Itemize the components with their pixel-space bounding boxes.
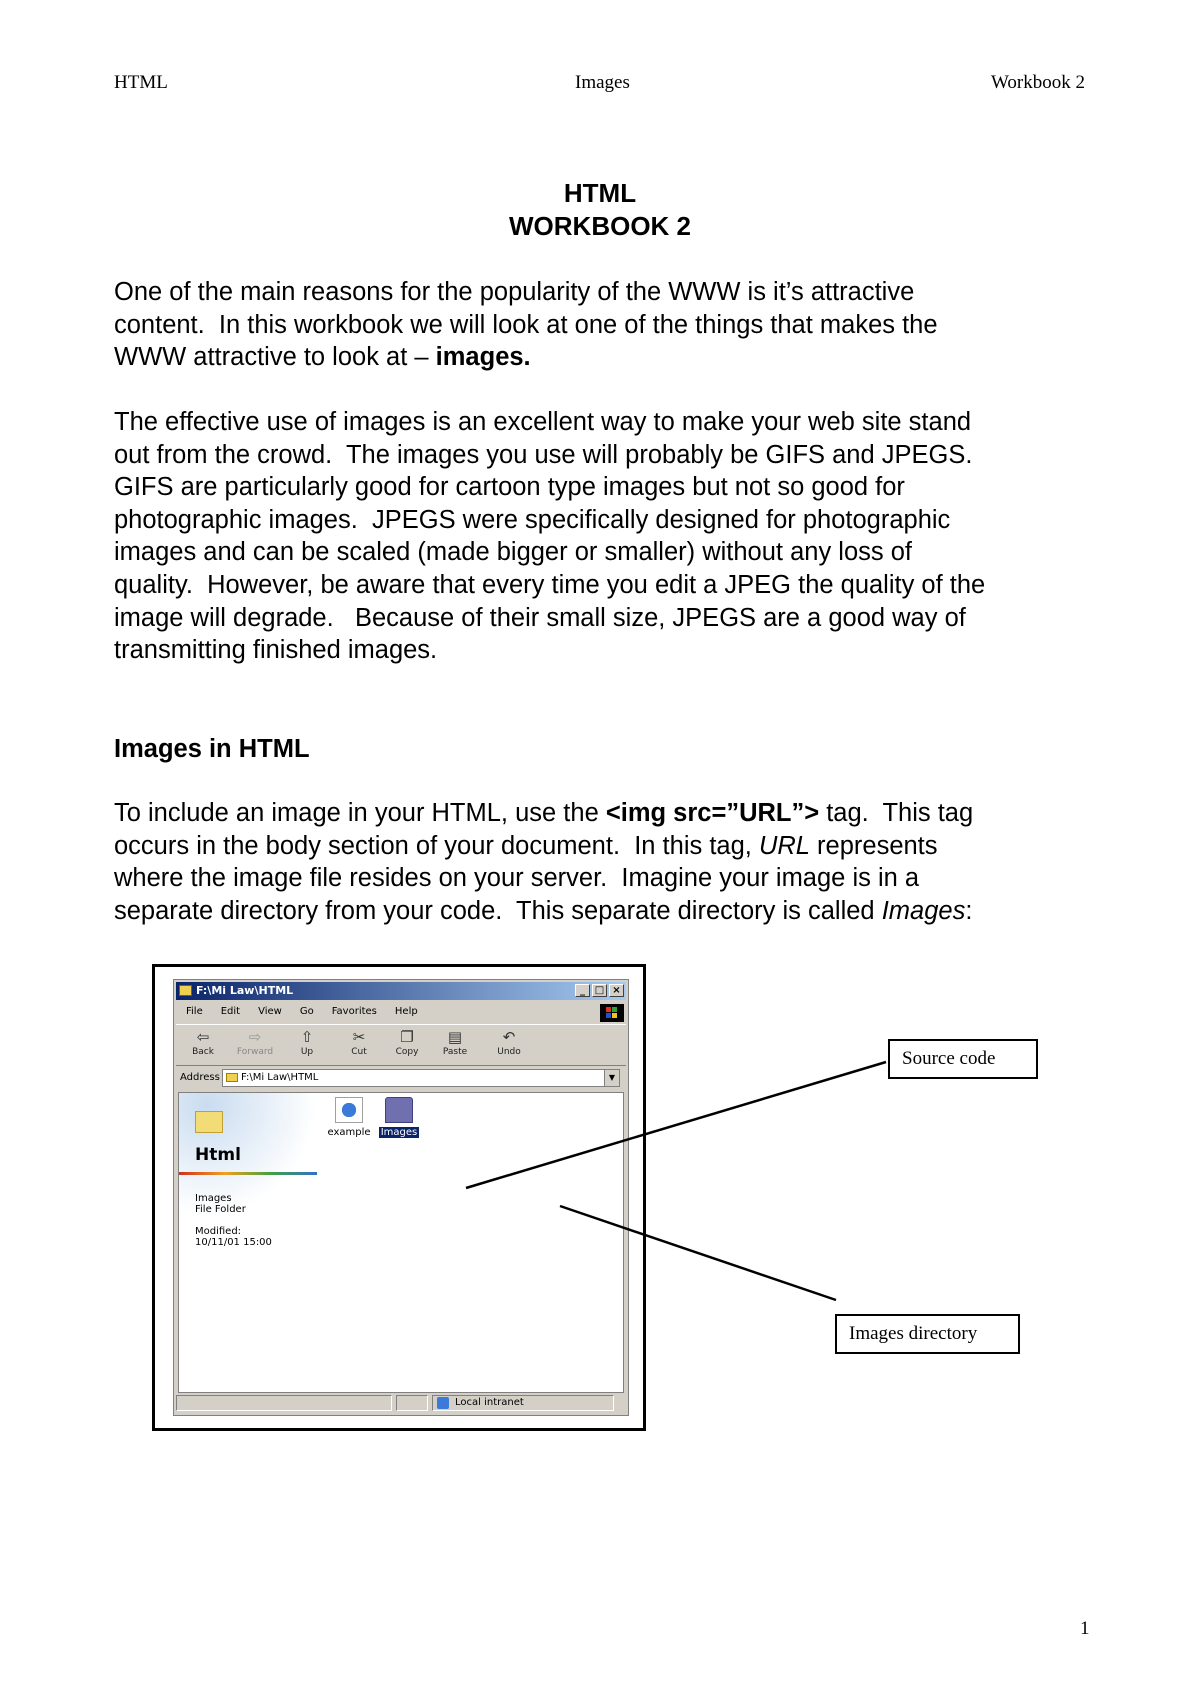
text-line: : [965,896,973,925]
info-modified-value: 10/11/01 15:00 [195,1237,272,1248]
menu-favorites[interactable]: Favorites [331,1006,377,1017]
forward-arrow-icon: ⇨ [248,1028,262,1046]
copy-icon: ❐ [400,1028,414,1046]
copy-label: Copy [395,1047,419,1057]
intro-line: One of the main reasons for the popularity of the WWW is it’s attractive [114,278,915,306]
text-line: The effective use of images is an excellent way to make your web site stand [114,408,972,436]
text-line: images and can be scaled (made bigger or smaller) without any loss of [114,538,912,567]
menu-help[interactable]: Help [394,1006,418,1017]
intro-emphasis: images. [435,343,531,372]
intro-line: content. In this workbook we will look at one of the things that makes the [114,310,938,339]
text-line: represents [809,831,938,860]
address-value: F:\Mi Law\HTML [241,1072,319,1083]
close-button[interactable]: × [609,984,624,997]
menu-view[interactable]: View [258,1006,282,1017]
paste-icon: ▤ [447,1028,463,1046]
section-heading: Images in HTML [114,735,310,763]
scissors-icon: ✂ [352,1028,366,1046]
up-folder-icon: ⇧ [300,1028,314,1046]
text-line: To include an image in your HTML, use the [114,799,606,827]
img-tag-code: <img src=”URL”> [605,799,820,827]
page-subtitle: WORKBOOK 2 [509,211,691,241]
text-line: photographic images. JPEGS were specifically designed for photographic [114,505,951,534]
forward-label: Forward [236,1047,274,1057]
text-line: tag. This tag [819,799,974,827]
back-arrow-icon: ⇦ [196,1028,210,1046]
source-code-pointer [466,1062,886,1188]
page-title: HTML [563,178,637,208]
text-line: where the image file resides on your server. Imagine your image is in a [114,864,920,893]
file-example-label: example [327,1127,371,1138]
text-line: out from the crowd. The images you use will probably be GIFS and JPEGS. [114,440,973,469]
info-modified-label: Modified: [195,1226,242,1237]
minimize-button[interactable]: _ [575,984,590,997]
menu-go[interactable]: Go [299,1006,314,1017]
header-center: Images [575,72,630,93]
url-term: URL [758,831,810,860]
undo-label: Undo [497,1047,521,1057]
text-line: separate directory from your code. This separate directory is called [114,896,882,925]
header-left: HTML [114,72,168,93]
paste-label: Paste [442,1047,468,1057]
source-code-callout: Source code [888,1039,1038,1079]
info-name: Images [195,1193,232,1204]
text-line: image will degrade. Because of their small size, JPEGS are a good way of [114,603,966,632]
images-directory-pointer [560,1206,836,1300]
text-line: quality. However, be aware that every time you edit a JPEG the quality of the [114,570,986,599]
images-directory-callout: Images directory [835,1314,1020,1354]
folder-images-label: Images [380,1127,418,1138]
maximize-button[interactable]: □ [592,984,607,997]
back-label: Back [192,1047,214,1057]
text-line: GIFS are particularly good for cartoon type images but not so good for [114,473,905,502]
page-number: 1 [1080,1618,1090,1639]
cut-label: Cut [351,1047,367,1057]
images-term: Images [881,896,966,925]
text-line: transmitting finished images. [114,636,438,665]
banner-title: Html [195,1145,241,1165]
info-type: File Folder [195,1204,246,1215]
address-dropdown-button[interactable]: ▼ [604,1070,619,1086]
undo-icon: ↶ [502,1028,516,1046]
header-right: Workbook 2 [991,72,1085,93]
intro-line: WWW attractive to look at – [114,343,436,372]
text-line: occurs in the body section of your document. In this tag, [114,831,759,860]
up-label: Up [300,1047,314,1057]
menu-edit[interactable]: Edit [220,1006,241,1017]
status-zone-label: Local intranet [455,1397,524,1408]
menu-file[interactable]: File [186,1006,203,1017]
address-label: Address [180,1072,220,1083]
window-title: F:\Mi Law\HTML [196,984,294,997]
